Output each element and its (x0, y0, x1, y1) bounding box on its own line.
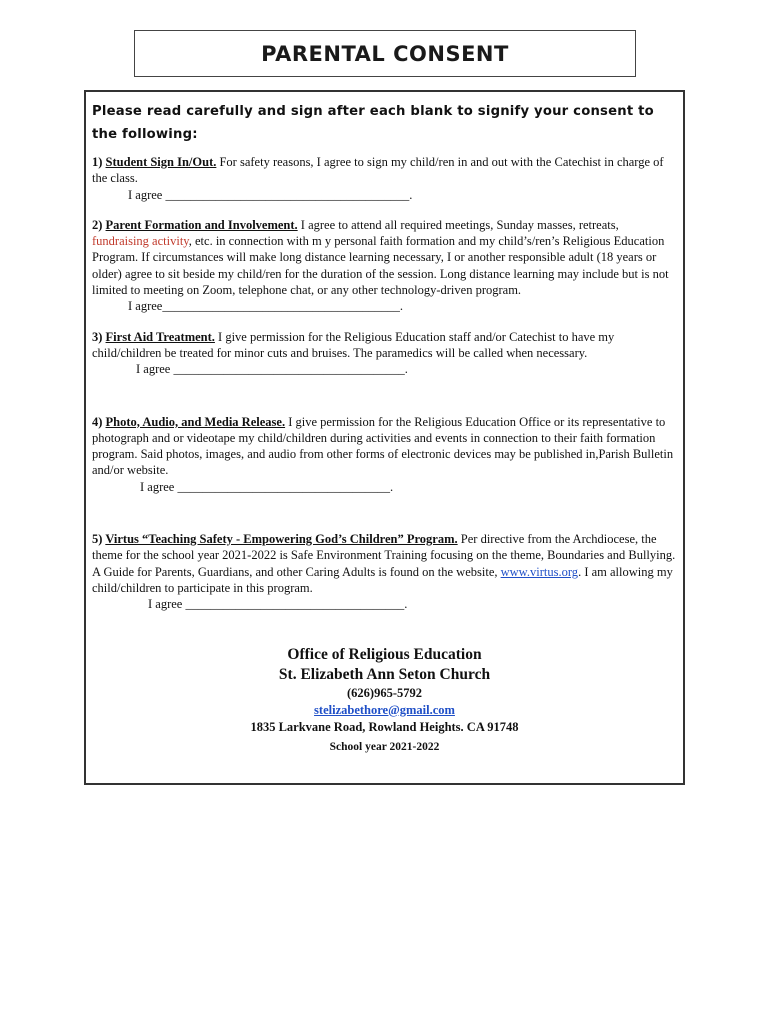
section-media-release (92, 414, 677, 495)
agree-signature-line[interactable]: I agree______________________________________. (128, 299, 403, 314)
section-number: 2) (92, 217, 103, 232)
agree-signature-line[interactable]: I agree ___________________________________. (148, 597, 408, 612)
section-heading: First Aid Treatment. (105, 329, 215, 344)
agree-signature-line[interactable]: I agree __________________________________. (140, 479, 394, 494)
address: 1835 Larkvane Road, Rowland Heights. CA 91748 (250, 719, 519, 734)
section-heading: Student Sign In/Out. (105, 155, 217, 169)
section-number: 1) (92, 155, 103, 169)
school-year: School year 2021-2022 (329, 740, 440, 753)
section-text: Per directive from the Archdiocese, the theme for the school year 2021-2022 is Safe Environment Training focusing on the theme, Boundaries and Bullying. A Guide for Parents, Guardians, and other Caring Adults is found on the website, (92, 532, 676, 579)
consent-form (84, 90, 685, 785)
fundraising-highlight: fundraising activity (92, 234, 189, 249)
section-first-aid (92, 329, 677, 378)
agree-signature-line[interactable]: I agree _____________________________________. (136, 362, 408, 377)
church-name: St. Elizabeth Ann Seton Church (278, 665, 491, 683)
section-text: I give permission for the Religious Education staff and/or Catechist to have my child/children be treated for minor cuts and bruises. The paramedics will be called when necessary. (92, 329, 615, 360)
agree-signature-line[interactable]: I agree _______________________________________. (128, 187, 413, 202)
virtus-link[interactable]: www.virtus.org (500, 564, 579, 579)
section-heading: Parent Formation and Involvement. (105, 217, 298, 232)
section-text: I agree to attend all required meetings, Sunday masses, retreats, (300, 217, 619, 232)
intro-text: Please read carefully and sign after each blank to signify your consent to the following: (92, 104, 654, 142)
section-student-sign-in (92, 154, 677, 203)
section-heading: Photo, Audio, and Media Release. (105, 414, 286, 429)
section-number: 4) (92, 414, 103, 429)
section-text-cont: . I am allowing my child/children to participate in this program. (92, 564, 673, 595)
section-text: I give permission for the Religious Education Office or its representative to photograph and or videotape my child/children during activities and events in connection to their faith formation program. Said photos, images, and audio from other forms of electronic devices may be published in,Parish Bulletin and/or website. (92, 414, 674, 478)
section-number: 3) (92, 329, 103, 344)
section-number: 5) (92, 532, 103, 547)
office-name: Office of Religious Education (287, 645, 482, 663)
office-contact-block (92, 645, 677, 756)
section-heading: Virtus “Teaching Safety - Empowering God’s Children” Program. (105, 532, 458, 547)
section-text: For safety reasons, I agree to sign my child/ren in and out with the Catechist in charge of the class. (92, 155, 664, 186)
section-virtus (92, 531, 677, 612)
email-link[interactable]: stelizabethore@gmail.com (314, 702, 455, 717)
section-parent-formation (92, 217, 677, 315)
title-box (134, 30, 636, 77)
page-title: PARENTAL CONSENT (261, 41, 509, 66)
section-text-cont: , etc. in connection with m y personal faith formation and my child’s/ren’s Religious Education Program. If circumstances will make long distance learning necessary, I or another responsible adult (18 years or older) agree to sit beside my child/ren for the duration of the session. Long distance learning may include but is not limited to meeting on Zoom, telephone chat, or any other technology-driven program. (92, 234, 669, 298)
phone-number: (626)965-5792 (347, 685, 422, 700)
